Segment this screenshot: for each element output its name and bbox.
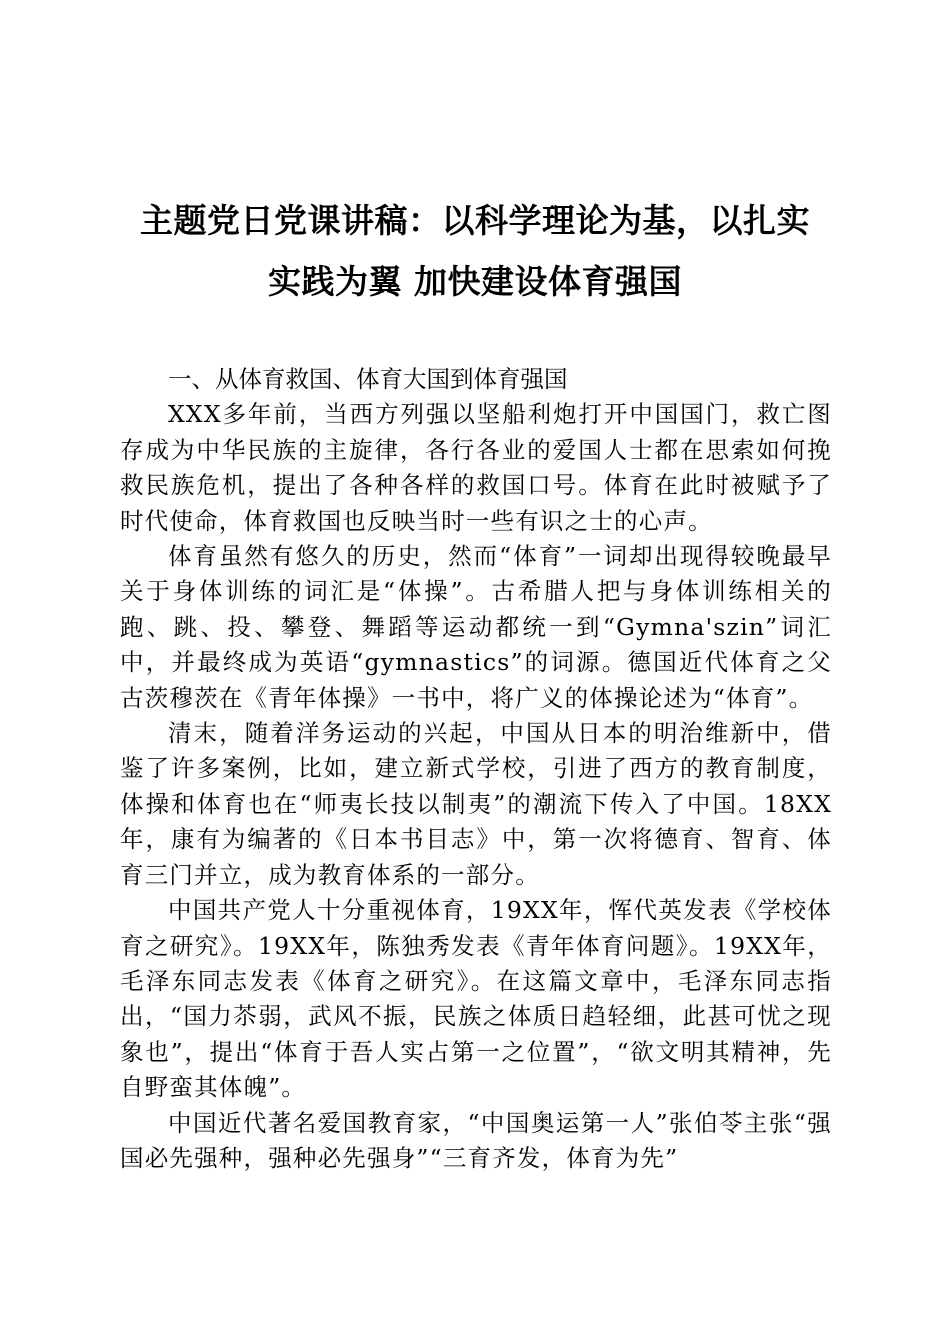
- paragraph-5: 中国近代著名爱国教育家，“中国奥运第一人”张伯苓主张“强国必先强种，强种必先强身”“三育齐发，体育为先”: [120, 1108, 832, 1172]
- section-heading: 一、从体育救国、体育大国到体育强国: [168, 365, 568, 393]
- paragraph-3: 清末，随着洋务运动的兴起，中国从日本的明治维新中，借鉴了许多案例，比如，建立新式学校，引进了西方的教育制度，体操和体育也在“师夷长技以制夷”的潮流下传入了中国。18XX年，康有为编著的《日本书目志》中，第一次将德育、智育、体育三门并立，成为教育体系的一部分。: [120, 719, 832, 889]
- paragraph-2: 体育虽然有悠久的历史，然而“体育”一词却出现得较晚最早关于身体训练的词汇是“体操”。古希腊人把与身体训练相关的跑、跳、投、攀登、舞蹈等运动都统一到“Gymna'szin”词汇中，并最终成为英语“gymnastics”的词源。德国近代体育之父古茨穆茨在《青年体操》一书中，将广义的体操论述为“体育”。: [120, 542, 832, 712]
- document-title: [110, 190, 840, 312]
- title-line-2: 实践为翼 加快建设体育强国: [268, 262, 682, 301]
- title-line-1: 主题党日党课讲稿：以科学理论为基，以扎实: [140, 201, 810, 240]
- paragraph-1: XXX多年前，当西方列强以坚船利炮打开中国国门，救亡图存成为中华民族的主旋律，各行各业的爱国人士都在思索如何挽救民族危机，提出了各种各样的救国口号。体育在此时被赋予了时代使命，体育救国也反映当时一些有识之士的心声。: [120, 400, 832, 535]
- document-body: [120, 362, 832, 1176]
- paragraph-4: 中国共产党人十分重视体育，19XX年，恽代英发表《学校体育之研究》。19XX年，陈独秀发表《青年体育问题》。19XX年，毛泽东同志发表《体育之研究》。在这篇文章中，毛泽东同志指出，“国力苶弱，武风不振，民族之体质日趋轻细，此甚可忧之现象也”，提出“体育于吾人实占第一之位置”，“欲文明其精神，先自野蛮其体魄”。: [120, 896, 832, 1102]
